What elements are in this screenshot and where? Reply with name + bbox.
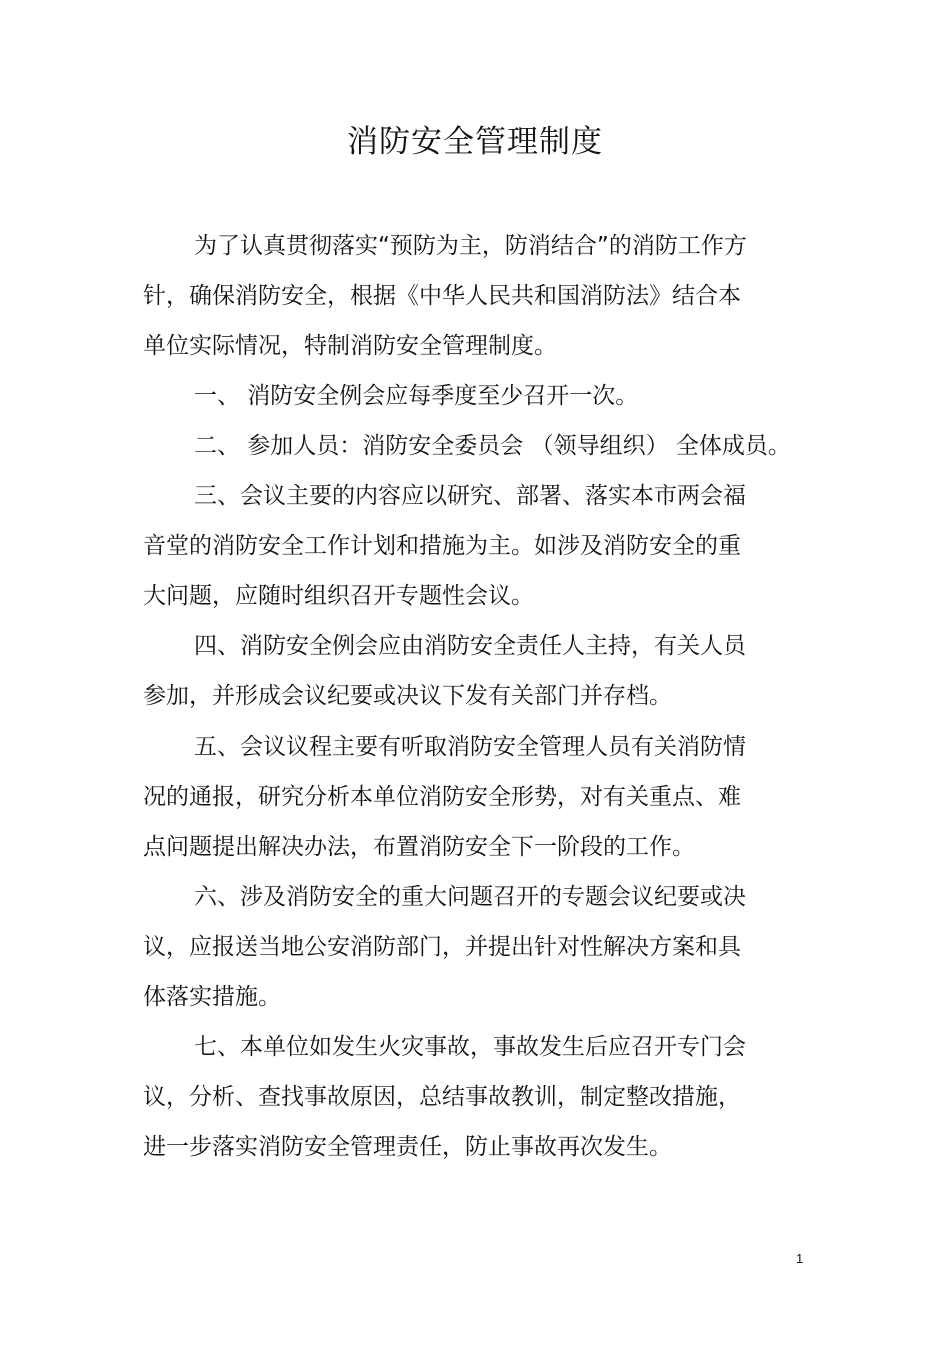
paragraph-line: 参加，并形成会议纪要或决议下发有关部门并存档。 <box>143 683 672 709</box>
paragraph-line: 为了认真贯彻落实“预防为主，防消结合”的消防工作方 <box>194 233 747 259</box>
page-number: 1 <box>796 1251 804 1266</box>
paragraph-line: 音堂的消防安全工作计划和措施为主。如涉及消防安全的重 <box>143 533 741 559</box>
paragraph-line: 三、会议主要的内容应以研究、部署、落实本市两会福 <box>194 483 746 509</box>
paragraph-line: 五、会议议程主要有听取消防安全管理人员有关消防情 <box>194 734 746 760</box>
paragraph-line: 二、 参加人员：消防安全委员会 （领导组织） 全体成员。 <box>194 433 791 459</box>
paragraph-line: 议，分析、查找事故原因，总结事故教训，制定整改措施， <box>143 1084 741 1110</box>
paragraph-line: 况的通报，研究分析本单位消防安全形势，对有关重点、难 <box>143 784 741 810</box>
document-title: 消防安全管理制度 <box>347 124 603 160</box>
paragraph-line: 点问题提出解决办法，布置消防安全下一阶段的工作。 <box>143 834 695 860</box>
paragraph-line: 体落实措施。 <box>143 984 281 1010</box>
paragraph-line: 单位实际情况，特制消防安全管理制度。 <box>143 333 557 359</box>
paragraph-line: 六、涉及消防安全的重大问题召开的专题会议纪要或决 <box>194 884 746 910</box>
paragraph-line: 大问题，应随时组织召开专题性会议。 <box>143 583 534 609</box>
paragraph-line: 一、 消防安全例会应每季度至少召开一次。 <box>194 383 639 409</box>
paragraph-line: 针，确保消防安全，根据《中华人民共和国消防法》结合本 <box>143 283 741 309</box>
paragraph-line: 议，应报送当地公安消防部门，并提出针对性解决方案和具 <box>143 934 741 960</box>
paragraph-line: 七、本单位如发生火灾事故，事故发生后应召开专门会 <box>194 1034 746 1060</box>
paragraph-line: 四、消防安全例会应由消防安全责任人主持，有关人员 <box>194 633 746 659</box>
paragraph-line: 进一步落实消防安全管理责任，防止事故再次发生。 <box>143 1134 672 1160</box>
